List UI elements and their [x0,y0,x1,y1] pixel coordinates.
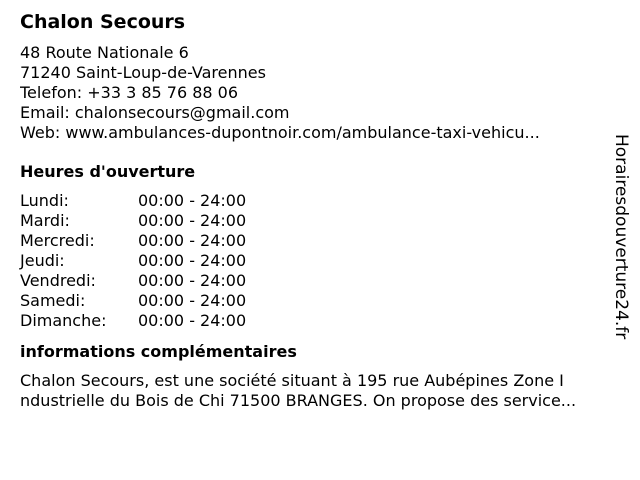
hours-row-saturday [20,291,610,311]
hours-row-wednesday [20,231,610,251]
time-range: 00:00 - 24:00 [138,191,247,210]
time-range: 00:00 - 24:00 [138,311,247,330]
address-line-2: 71240 Saint-Loup-de-Varennes [20,63,266,82]
day-label: Lundi: [20,191,69,210]
opening-hours-list [20,191,610,331]
time-range: 00:00 - 24:00 [138,211,247,230]
opening-hours-title: Heures d'ouverture [20,162,196,181]
day-label: Jeudi: [20,251,65,270]
description-line-1: Chalon Secours, est une société situant à 195 rue Aubépines Zone I [20,371,564,390]
time-range: 00:00 - 24:00 [138,291,247,310]
email: Email: chalonsecours@gmail.com [20,103,290,122]
day-label: Mardi: [20,211,70,230]
time-range: 00:00 - 24:00 [138,231,247,250]
website: Web: www.ambulances-dupontnoir.com/ambulance-taxi-vehicu... [20,123,540,142]
hours-row-thursday [20,251,610,271]
hours-row-friday [20,271,610,291]
day-label: Mercredi: [20,231,95,250]
hours-row-tuesday [20,211,610,231]
phone: Telefon: +33 3 85 76 88 06 [20,83,239,102]
hours-row-monday [20,191,610,211]
time-range: 00:00 - 24:00 [138,251,247,270]
hours-row-sunday [20,311,610,331]
day-label: Vendredi: [20,271,96,290]
day-label: Dimanche: [20,311,107,330]
business-card [20,10,610,411]
address-line-1: 48 Route Nationale 6 [20,43,189,62]
business-name: Chalon Secours [20,11,186,33]
additional-info-text [20,371,630,411]
time-range: 00:00 - 24:00 [138,271,247,290]
description-line-2: ndustrielle du Bois de Chi 71500 BRANGES. On propose des service... [20,391,577,410]
day-label: Samedi: [20,291,86,310]
additional-info-title: informations complémentaires [20,342,297,361]
watermark-text: Horairesdouverture24.fr [611,134,631,340]
